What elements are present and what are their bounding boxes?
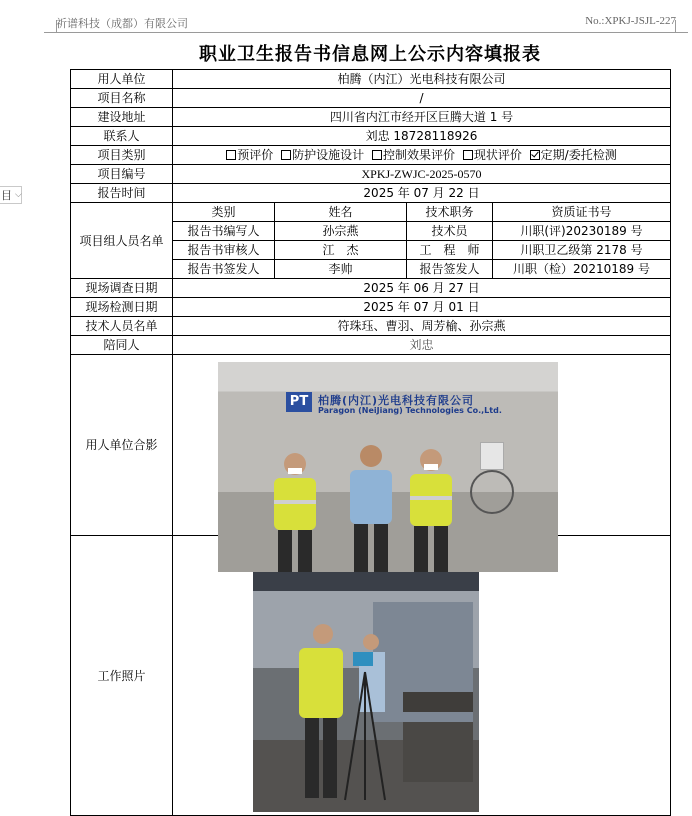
electrical-box xyxy=(480,442,504,470)
employer-label: 用人单位 xyxy=(71,70,173,89)
work-scene xyxy=(253,572,479,812)
member-name: 江 杰 xyxy=(275,241,407,260)
side-tab-label: 目 xyxy=(1,189,12,202)
member-name: 李帅 xyxy=(275,260,407,279)
member-cert: 川职(评)20230189 号 xyxy=(493,222,671,241)
floor-fan xyxy=(470,470,514,514)
test-date-label: 现场检测日期 xyxy=(71,298,173,317)
team-header-title: 技术职务 xyxy=(407,203,493,222)
option-pre-evaluation xyxy=(226,148,273,162)
side-tab[interactable] xyxy=(0,186,22,204)
team-header-role: 类别 xyxy=(173,203,275,222)
checkbox-icon xyxy=(281,150,291,160)
survey-date-label: 现场调查日期 xyxy=(71,279,173,298)
member-role: 报告书签发人 xyxy=(173,260,275,279)
option-label: 预评价 xyxy=(237,148,274,162)
work-photo-label: 工作照片 xyxy=(71,536,173,816)
member-title: 技术员 xyxy=(407,222,493,241)
member-title: 工 程 师 xyxy=(407,241,493,260)
test-date-value: 2025 年 07 月 01 日 xyxy=(173,298,671,317)
project-type-label: 项目类别 xyxy=(71,146,173,165)
member-title: 报告签发人 xyxy=(407,260,493,279)
member-cert: 川职卫乙级第 2178 号 xyxy=(493,241,671,260)
header-divider xyxy=(56,32,676,33)
group-photo xyxy=(218,362,558,572)
option-label: 防护设施设计 xyxy=(292,148,365,162)
photo-sign-cn: 柏腾(内江)光电科技有限公司 xyxy=(318,394,475,407)
employer-value: 柏腾（内江）光电科技有限公司 xyxy=(173,70,671,89)
team-label: 项目组人员名单 xyxy=(71,203,173,279)
option-label: 控制效果评价 xyxy=(382,148,455,162)
checkbox-checked-icon xyxy=(530,150,540,160)
team-header-name: 姓名 xyxy=(275,203,407,222)
option-protection-design xyxy=(281,148,364,162)
address-value: 四川省内江市经开区巨腾大道 1 号 xyxy=(173,108,671,127)
project-name-value: / xyxy=(173,89,671,108)
option-label: 定期/委托检测 xyxy=(540,148,617,162)
tech-staff-label: 技术人员名单 xyxy=(71,317,173,336)
chevron-down-icon: ⌵ xyxy=(15,190,22,200)
address-label: 建设地址 xyxy=(71,108,173,127)
report-time-label: 报告时间 xyxy=(71,184,173,203)
member-name: 孙宗燕 xyxy=(275,222,407,241)
photo-sign-en: Paragon (NeiJiang) Technologies Co.,Ltd. xyxy=(318,406,502,415)
report-time-value: 2025 年 07 月 22 日 xyxy=(173,184,671,203)
group-photo-label: 用人单位合影 xyxy=(71,355,173,536)
company-logo: PT xyxy=(286,392,312,412)
project-no-value: XPKJ-ZWJC-2025-0570 xyxy=(173,165,671,184)
accompany-label: 陪同人 xyxy=(71,336,173,355)
option-control-effect xyxy=(372,148,455,162)
project-no-label: 项目编号 xyxy=(71,165,173,184)
option-periodic-testing xyxy=(530,148,617,162)
team-header-cert: 资质证书号 xyxy=(493,203,671,222)
project-name-label: 项目名称 xyxy=(71,89,173,108)
work-photo xyxy=(253,572,479,812)
project-type-options xyxy=(173,146,671,165)
member-cert: 川职（检）20210189 号 xyxy=(493,260,671,279)
survey-date-value: 2025 年 06 月 27 日 xyxy=(173,279,671,298)
member-role: 报告书编写人 xyxy=(173,222,275,241)
checkbox-icon xyxy=(463,150,473,160)
option-label: 现状评价 xyxy=(473,148,522,162)
person-vest-left xyxy=(260,448,330,572)
checkbox-icon xyxy=(226,150,236,160)
checkbox-icon xyxy=(372,150,382,160)
crop-mark xyxy=(675,20,688,33)
header-doc-no: No.:XPKJ-JSJL-227 xyxy=(585,15,676,27)
person-vest-right xyxy=(396,444,466,572)
accompany-value: 刘忠 xyxy=(173,336,671,355)
page-title: 职业卫生报告书信息网上公示内容填报表 xyxy=(199,44,541,65)
header-company: 祈谱科技（成都）有限公司 xyxy=(56,17,188,30)
member-role: 报告书审核人 xyxy=(173,241,275,260)
contact-label: 联系人 xyxy=(71,127,173,146)
tech-staff-value: 符珠珏、曹羽、周芳榆、孙宗燕 xyxy=(173,317,671,336)
option-status-evaluation xyxy=(463,148,522,162)
contact-value: 刘忠 18728118926 xyxy=(173,127,671,146)
